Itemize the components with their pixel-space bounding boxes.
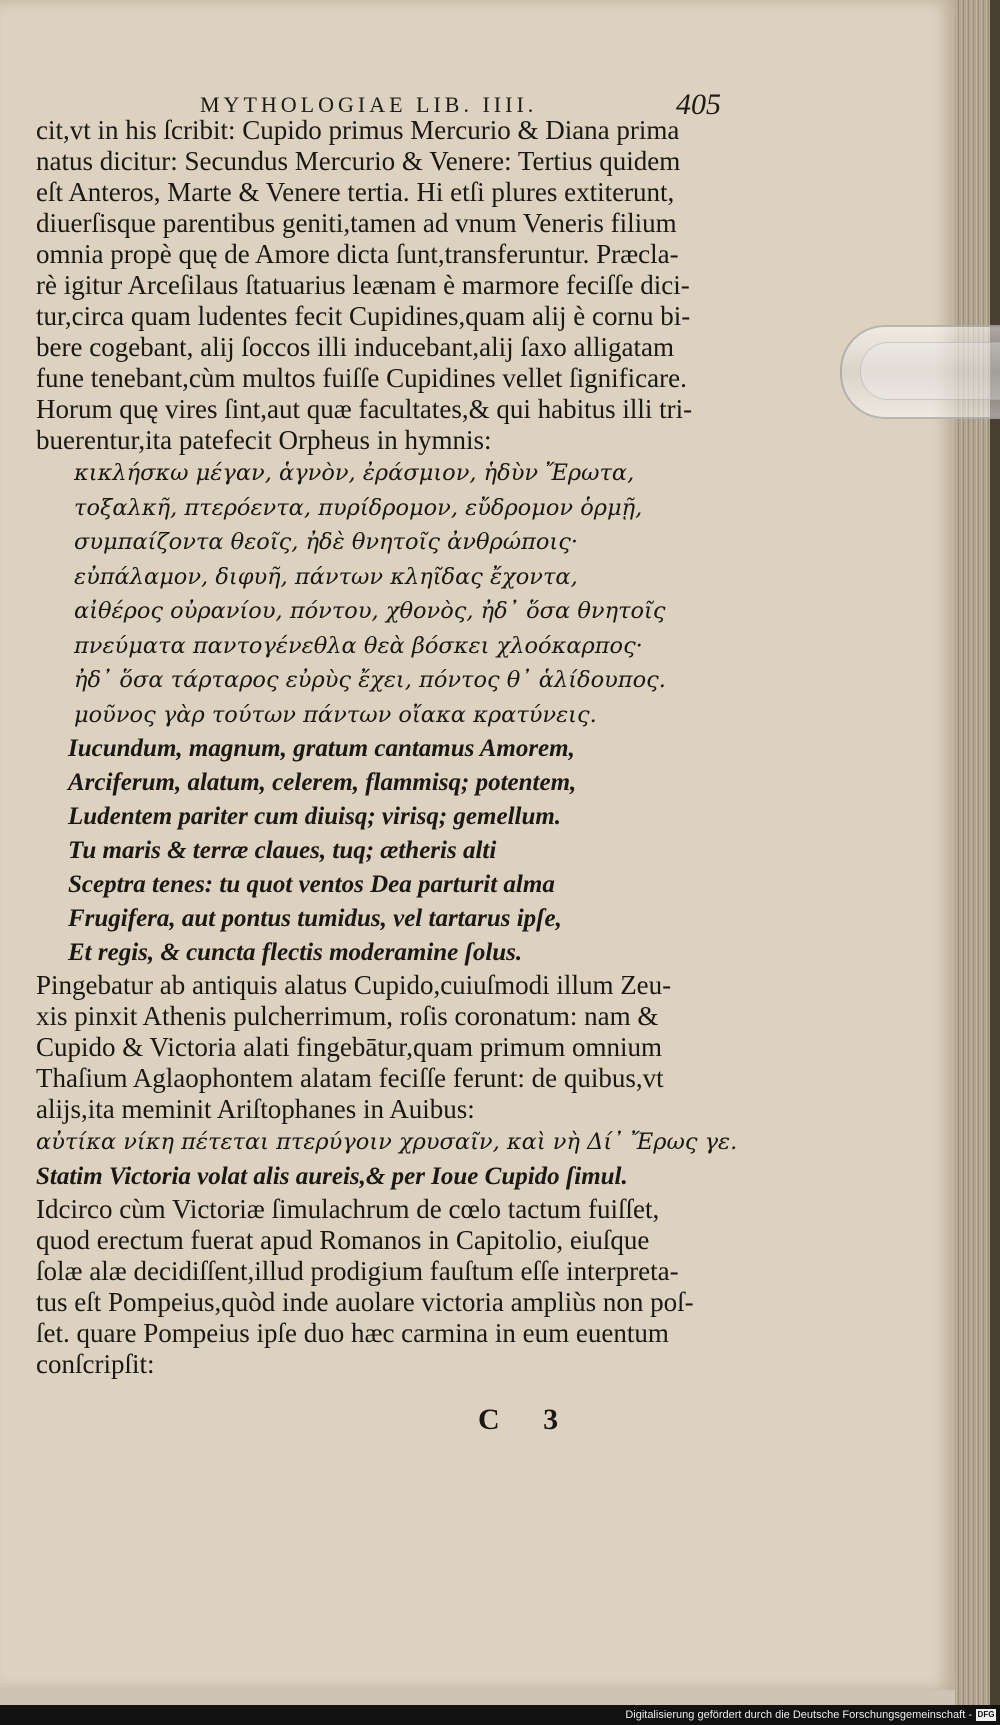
greek-verse-line: ἠδ᾽ ὅσα τάρταρος εὐρὺς ἔχει, πόντος θ᾽ ἁλίδουπος. bbox=[74, 667, 666, 693]
greek-verse-line: αἰθέρος οὐρανίου, πόντου, χθονὸς, ἠδ᾽ ὅσα θνητοῖς bbox=[74, 598, 666, 624]
text-line: Pingebatur ab antiquis alatus Cupido,cuiuſmodi illum Zeu- bbox=[36, 970, 672, 1000]
text-line: alijs,ita meminit Ariſtophanes in Auibus: bbox=[36, 1094, 475, 1124]
latin-verse-line: Tu maris & terræ claues, tuq; ætheris alti bbox=[68, 837, 497, 864]
latin-quote-line: Statim Victoria volat alis aureis,& per Ioue Cupido ſimul. bbox=[36, 1162, 628, 1190]
footer-credit: Digitalisierung gefördert durch die Deutsche Forschungsgemeinschaft - bbox=[625, 1709, 972, 1721]
text-line: tur,circa quam ludentes fecit Cupidines,quam alij è cornu bi- bbox=[36, 301, 691, 331]
book-spine-shadow bbox=[990, 0, 1000, 1705]
latin-verse-line: Et regis, & cuncta flectis moderamine ſolus. bbox=[68, 939, 523, 966]
greek-verse-line: συμπαίζοντα θεοῖς, ἠδὲ θνητοῖς ἀνθρώποις· bbox=[74, 529, 578, 555]
text-line: diuerſisque parentibus geniti,tamen ad vnum Veneris filium bbox=[36, 208, 677, 238]
latin-verse-line: Sceptra tenes: tu quot ventos Dea parturit alma bbox=[68, 871, 555, 898]
greek-verse-line: μοῦνος γὰρ τούτων πάντων οἴακα κρατύνεις. bbox=[74, 701, 597, 728]
latin-verse-line: Ludentem pariter cum diuisq; virisq; gemellum. bbox=[68, 803, 562, 830]
greek-verse-line: τοξαλκῆ, πτερόεντα, πυρίδρομον, εὔδρομον ὁρμῇ, bbox=[74, 494, 643, 521]
text-line: Cupido & Victoria alati fingebātur,quam primum omnium bbox=[36, 1032, 662, 1062]
text-line: bere cogebant, alij ſoccos illi inducebant,alij ſaxo alligatam bbox=[36, 332, 675, 362]
latin-verse-line: Iucundum, magnum, gratum cantamus Amorem, bbox=[68, 735, 575, 762]
text-line: tus eſt Pompeius,quòd inde auolare victoria ampliùs non poſ- bbox=[36, 1286, 694, 1317]
text-line: fune tenebant,cùm multos fuiſſe Cupidines vellet ſignificare. bbox=[36, 363, 687, 393]
text-line: omnia propè quę de Amore dicta ſunt,transferuntur. Præcla- bbox=[36, 239, 679, 269]
page-text bbox=[36, 115, 738, 1380]
text-line: Idcirco cùm Victoriæ ſimulachrum de cœlo tactum fuiſſet, bbox=[36, 1193, 660, 1224]
greek-verse-line: κικλήσκω μέγαν, ἁγνὸν, ἐράσμιον, ἡδὺν Ἔρωτα, bbox=[74, 460, 635, 486]
running-head: MYTHOLOGIAE LIB. IIII. bbox=[200, 92, 538, 117]
signature-mark: C 3 bbox=[478, 1403, 577, 1436]
dfg-logo-icon[interactable]: DFG bbox=[977, 1710, 995, 1719]
text-line: Thaſium Aglaophontem alatam feciſſe ferunt: de quibus,vt bbox=[36, 1063, 664, 1093]
greek-verse-line: πνεύματα παντογένεθλα θεὰ βόσκει χλοόκαρπος· bbox=[74, 632, 643, 659]
page-clip-inner bbox=[860, 342, 1000, 400]
latin-verse-line: Frugifera, aut pontus tumidus, vel tartarus ipſe, bbox=[68, 905, 562, 932]
text-line: Horum quę vires ſint,aut quæ facultates,& qui habitus illi tri- bbox=[36, 394, 693, 424]
text-line: ſet. quare Pompeius ipſe duo hæc carmina in eum euentum bbox=[36, 1317, 669, 1348]
footer-bar bbox=[0, 1705, 1000, 1725]
text-line: xis pinxit Athenis pulcherrimum, roſis coronatum: nam & bbox=[36, 1001, 659, 1031]
text-line: quod erectum fuerat apud Romanos in Capitolio, eiuſque bbox=[36, 1224, 650, 1255]
page-number: 405 bbox=[676, 88, 721, 121]
latin-verse-line: Arciferum, alatum, celerem, flammisq; potentem, bbox=[68, 769, 577, 796]
text-line: ſolæ alæ decidiſſent,illud prodigium fauſtum eſſe interpreta- bbox=[36, 1255, 679, 1286]
text-line: buerentur,ita patefecit Orpheus in hymnis: bbox=[36, 425, 492, 455]
text-line: eſt Anteros, Marte & Venere tertia. Hi etſi plures extiterunt, bbox=[36, 177, 675, 207]
text-line: natus dicitur: Secundus Mercurio & Venere: Tertius quidem bbox=[36, 146, 681, 176]
greek-verse-line: εὐπάλαμον, διφυῆ, πάντων κληῖδας ἔχοντα, bbox=[74, 563, 578, 590]
greek-quote-line: αὐτίκα νίκη πέτεται πτερύγοιν χρυσαῖν, καὶ νὴ Δί᾽ Ἔρως γε. bbox=[36, 1129, 738, 1155]
text-line: conſcripſit: bbox=[36, 1348, 155, 1379]
text-line: rè igitur Arceſilaus ſtatuarius leænam è marmore feciſſe dici- bbox=[36, 270, 690, 300]
text-line: cit,vt in his ſcribit: Cupido primus Mercurio & Diana prima bbox=[36, 115, 680, 145]
